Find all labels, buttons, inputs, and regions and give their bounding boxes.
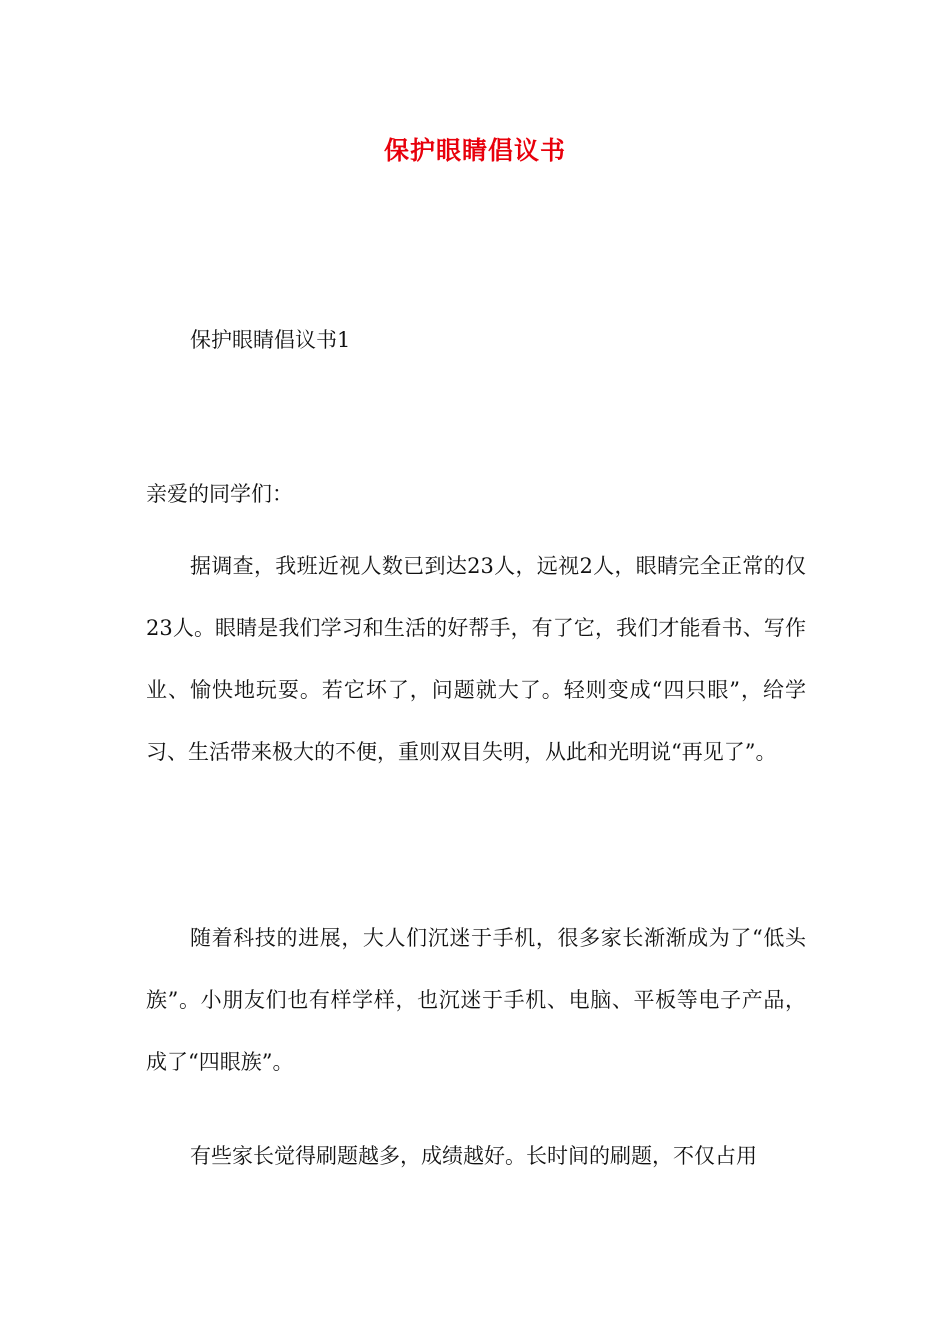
section-heading: 保护眼睛倡议书1 [190, 328, 351, 352]
paragraph: 据调查，我班近视人数已到达23人，远视2人，眼睛完全正常的仅23人。眼睛是我们学习和生活的好帮手，有了它，我们才能看书、写作业、愉快地玩耍。若它坏了，问题就大了。轻则变成“四只眼”，给学习、生活带来极大的不便，重则双目失明，从此和光明说“再见了”。 [146, 554, 806, 764]
greeting: 亲爱的同学们： [146, 482, 293, 506]
document-title: 保护眼睛倡议书 [383, 136, 566, 165]
paragraph: 有些家长觉得刷题越多，成绩越好。长时间的刷题，不仅占用 [190, 1144, 757, 1168]
paragraph: 随着科技的进展，大人们沉迷于手机，很多家长渐渐成为了“低头族”。小朋友们也有样学样，也沉迷于手机、电脑、平板等电子产品，成了“四眼族”。 [146, 926, 806, 1074]
